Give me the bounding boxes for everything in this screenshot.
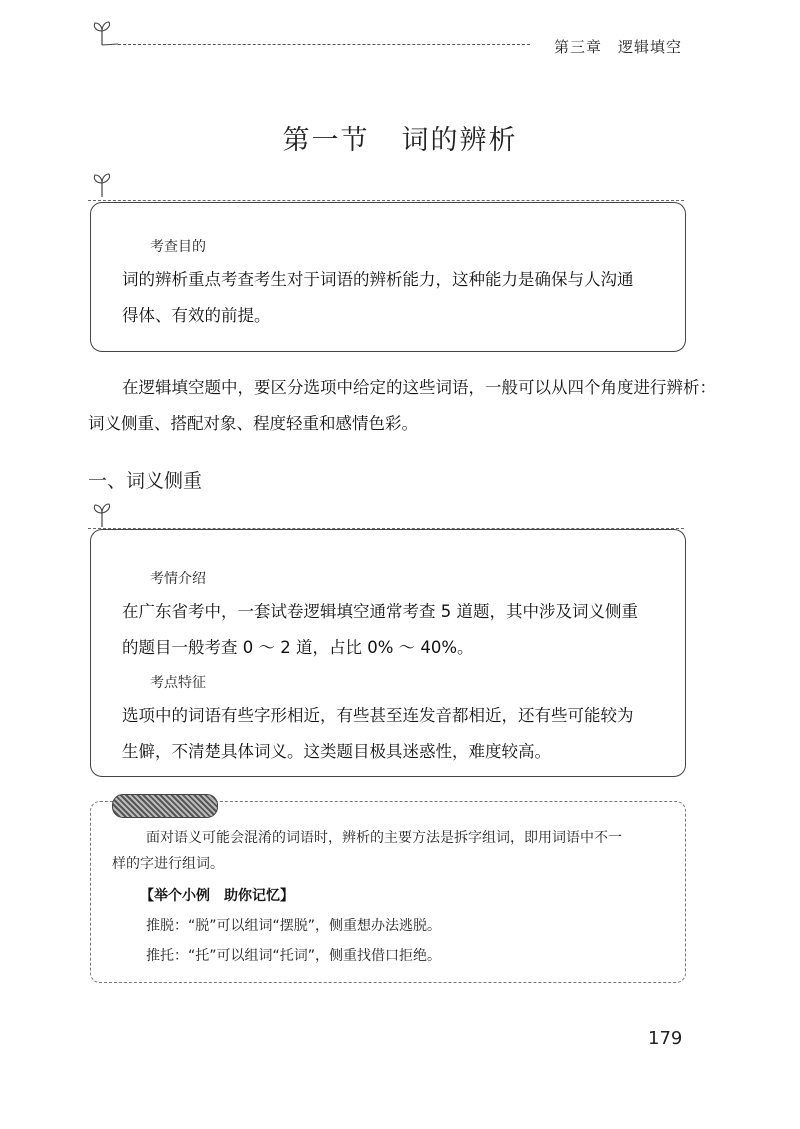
- tip-text-line1: 面对语义可能会混淆的词语时，辨析的主要方法是拆字组词，即用词语中不一: [146, 830, 622, 846]
- feature-text-line2: 生僻，不清楚具体词义。这类题目极具迷惑性，难度较高。: [122, 742, 551, 761]
- tip-text-line2: 样的字进行组词。: [112, 856, 224, 872]
- subsection-heading: 一、词义侧重: [88, 470, 203, 492]
- info-text-line1: 在广东省考中，一套试卷逻辑填空通常考查 5 道题，其中涉及词义侧重: [122, 602, 638, 621]
- example-heading: 【举个小例 助你记忆】: [140, 888, 294, 904]
- info-text-line2: 的题目一般考查 0 ～ 2 道，占比 0% ～ 40%。: [122, 638, 474, 657]
- feature-label: 考点特征: [150, 675, 206, 691]
- section-name: 词的辨析: [401, 125, 518, 156]
- goal-text-line2: 得体、有效的前提。: [122, 306, 271, 325]
- tip-badge: [112, 794, 218, 818]
- box-divider: [88, 200, 684, 201]
- sprout-icon: [88, 500, 118, 530]
- page-number: 179: [648, 1028, 683, 1049]
- intro-line1: 在逻辑填空题中，要区分选项中给定的这些词语，一般可以从四个角度进行辨析：: [122, 378, 716, 397]
- chapter-title: 逻辑填空: [618, 38, 683, 56]
- example-1: 推脱：“脱”可以组词“摆脱”，侧重想办法逃脱。: [146, 918, 442, 934]
- header-rule: [118, 44, 530, 45]
- section-number: 第一节: [282, 125, 370, 156]
- running-header: [554, 36, 682, 57]
- feature-text-line1: 选项中的词语有些字形相近，有些甚至连发音都相近，还有些可能较为: [122, 706, 634, 725]
- sprout-icon: [88, 18, 118, 48]
- sprout-icon: [88, 170, 118, 200]
- section-title: [0, 118, 800, 157]
- chapter-number: 第三章: [554, 38, 603, 56]
- intro-line2: 词义侧重、搭配对象、程度轻重和感情色彩。: [88, 414, 418, 433]
- goal-label: 考查目的: [150, 239, 206, 255]
- example-2: 推托：“托”可以组词“托词”，侧重找借口拒绝。: [146, 948, 442, 964]
- goal-text-line1: 词的辨析重点考查考生对于词语的辨析能力，这种能力是确保与人沟通: [122, 270, 634, 289]
- info-label: 考情介绍: [150, 571, 206, 587]
